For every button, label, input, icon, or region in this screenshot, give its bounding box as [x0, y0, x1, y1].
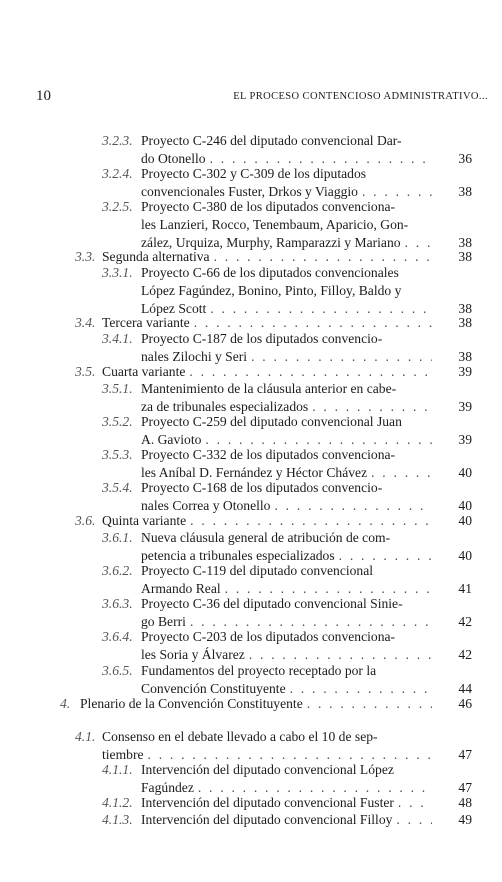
- toc-entry-title: nales Zilochi y Seri: [141, 349, 248, 364]
- toc-entry-number: 3.6.2.: [102, 563, 133, 578]
- toc-entry-number: 3.2.4.: [102, 166, 133, 181]
- toc-entry-number: 4.1.3.: [102, 812, 133, 827]
- toc-entry-page: 36: [458, 151, 472, 166]
- toc-entry-page: 40: [458, 465, 472, 480]
- toc-entry-line: [102, 512, 436, 530]
- toc-entry-number: 3.4.: [75, 315, 96, 330]
- toc-entry-line: [141, 761, 394, 779]
- toc-entry-page: 42: [458, 614, 472, 629]
- toc-entry: [102, 479, 472, 515]
- toc-entry-page: 38: [458, 349, 472, 364]
- toc-entry-number: 3.5.1.: [102, 381, 133, 396]
- dot-leader: [398, 794, 432, 812]
- toc-entry-title: Armando Real: [141, 581, 221, 596]
- toc-entry-title: les Aníbal D. Fernández y Héctor Chávez: [141, 465, 368, 480]
- toc-entry-number: 4.: [60, 696, 71, 711]
- toc-entry-page: 47: [458, 747, 472, 762]
- toc-entry: [102, 132, 472, 168]
- toc-entry: [102, 811, 472, 829]
- dot-leader: [307, 695, 432, 713]
- toc-entry: [60, 695, 472, 713]
- toc-entry-line: [102, 728, 378, 746]
- toc-entry-page: 46: [458, 696, 472, 711]
- toc-entry-page: 47: [458, 780, 472, 795]
- toc-entry-line: [102, 363, 436, 381]
- toc-entry-line: [141, 216, 408, 234]
- toc-entry-number: 3.3.1.: [102, 265, 133, 280]
- toc-entry: [102, 198, 472, 252]
- toc-entry-title: zález, Urquiza, Murphy, Ramparazzi y Mariano: [141, 235, 401, 250]
- toc-entry-number: 3.4.1.: [102, 331, 133, 346]
- toc-entry-page: 39: [458, 364, 472, 379]
- toc-entry-line: [141, 446, 395, 464]
- toc-entry-number: 3.3.: [75, 249, 96, 264]
- toc-entry-page: 49: [458, 812, 472, 827]
- toc-entry-line: [80, 695, 436, 713]
- toc-entry-title: Proyecto C-187 de los diputados convencio-: [141, 331, 383, 346]
- toc-entry: [75, 728, 472, 764]
- toc-entry-title: Fundamentos del proyecto receptado por la: [141, 663, 377, 678]
- toc-entry-title: Proyecto C-332 de los diputados convenciona-: [141, 447, 396, 462]
- toc-entry-page: 38: [458, 301, 472, 316]
- toc-entry-title: Proyecto C-168 de los diputados convencio-: [141, 480, 383, 495]
- toc-entry-number: 3.6.4.: [102, 629, 133, 644]
- toc-entry-line: [141, 330, 382, 348]
- toc-entry-title: López Scott: [141, 301, 207, 316]
- toc-entry-line: [141, 811, 436, 829]
- toc-entry-title: A. Gavioto: [141, 432, 202, 447]
- toc-entry-title: Cuarta variante: [102, 364, 186, 379]
- toc-entry-title: Intervención del diputado convencional Fuster: [141, 795, 394, 810]
- toc-entry-title: Proyecto C-66 de los diputados convencionales: [141, 265, 399, 280]
- toc-entry-title: tiembre: [102, 747, 144, 762]
- toc-entry-title: do Otonello: [141, 151, 206, 166]
- toc-entry-number: 3.2.5.: [102, 199, 133, 214]
- toc-entry-title: Proyecto C-259 del diputado convencional Juan: [141, 414, 402, 429]
- toc-entry-title: go Berri: [141, 614, 186, 629]
- toc-entry-line: [141, 198, 395, 216]
- toc-entry-line: [141, 165, 366, 183]
- toc-entry-line: [141, 595, 403, 613]
- toc-entry-page: 39: [458, 432, 472, 447]
- toc-entry: [102, 662, 472, 698]
- toc-entry: [102, 628, 472, 664]
- toc-entry-line: [141, 662, 376, 680]
- toc-entry-line: [141, 282, 401, 300]
- toc-entry-line: [141, 529, 390, 547]
- toc-entry-page: 39: [458, 399, 472, 414]
- toc-entry-number: 3.5.4.: [102, 480, 133, 495]
- toc-entry-page: 38: [458, 315, 472, 330]
- dot-leader: [189, 363, 432, 381]
- toc-entry: [102, 595, 472, 631]
- toc-entry: [102, 446, 472, 482]
- toc-entry-title: Tercera variante: [102, 315, 190, 330]
- toc-entry: [75, 512, 472, 530]
- toc-entry-number: 3.6.3.: [102, 596, 133, 611]
- toc-entry-title: Mantenimiento de la cláusula anterior en cabe-: [141, 381, 397, 396]
- toc-entry-line: [141, 413, 402, 431]
- toc-entry: [102, 165, 472, 201]
- toc-entry: [102, 380, 472, 416]
- toc-entry: [102, 330, 472, 366]
- toc-entry-title: convencionales Fuster, Drkos y Viaggio: [141, 184, 358, 199]
- toc-entry-number: 3.6.5.: [102, 663, 133, 678]
- toc-entry-title: Proyecto C-380 de los diputados convenciona-: [141, 199, 396, 214]
- toc-entry-number: 3.6.: [75, 513, 96, 528]
- toc-entry-line: [141, 132, 402, 150]
- page-number: 10: [36, 88, 51, 104]
- toc-entry: [102, 761, 472, 797]
- toc-entry-title: Plenario de la Convención Constituyente: [80, 696, 303, 711]
- toc-entry-number: 3.5.: [75, 364, 96, 379]
- toc-entry-number: 4.1.1.: [102, 762, 133, 777]
- toc-entry: [75, 363, 472, 381]
- toc-entry-title: Segunda alternativa: [102, 249, 210, 264]
- toc-entry-line: [141, 380, 396, 398]
- toc-entry-number: 3.6.1.: [102, 530, 133, 545]
- toc-entry: [102, 413, 472, 449]
- toc-entry-title: petencia a tribunales especializados: [141, 548, 335, 563]
- toc-entry-title: Intervención del diputado convencional López: [141, 762, 394, 777]
- toc-entry-line: [141, 794, 436, 812]
- toc-entry-title: Proyecto C-246 del diputado convencional Dar-: [141, 133, 402, 148]
- running-title: EL PROCESO CONTENCIOSO ADMINISTRATIVO...: [233, 91, 488, 102]
- toc-entry-page: 40: [458, 498, 472, 513]
- toc-entry: [102, 529, 472, 565]
- toc-entry-number: 4.1.: [75, 729, 96, 744]
- toc-entry-page: 44: [458, 681, 472, 696]
- toc-entry-title: Proyecto C-119 del diputado convencional: [141, 563, 374, 578]
- toc-entry-page: 38: [458, 249, 472, 264]
- toc-entry-title: nales Correa y Otonello: [141, 498, 271, 513]
- toc-entry-page: 40: [458, 548, 472, 563]
- toc-entry-page: 38: [458, 235, 472, 250]
- toc-entry-number: 4.1.2.: [102, 795, 133, 810]
- toc-entry-number: 3.2.3.: [102, 133, 133, 148]
- toc-entry-line: [141, 562, 373, 580]
- toc-entry-page: 48: [458, 795, 472, 810]
- toc-entry-title: López Fagúndez, Bonino, Pinto, Filloy, Baldo y: [141, 283, 402, 298]
- toc-entry-line: [141, 628, 395, 646]
- toc-entry-title: Proyecto C-36 del diputado convencional Sinie-: [141, 596, 403, 611]
- toc-entry: [102, 264, 472, 318]
- toc-entry-page: 38: [458, 184, 472, 199]
- toc-entry-title: Quinta variante: [102, 513, 187, 528]
- toc-entry-title: les Lanzieri, Rocco, Tenembaum, Aparicio, Gon-: [141, 217, 409, 232]
- toc-entry-title: Convención Constituyente: [141, 681, 286, 696]
- toc-entry-title: Consenso en el debate llevado a cabo el 10 de sep-: [102, 729, 378, 744]
- toc-entry: [102, 794, 472, 812]
- toc-entry-line: [141, 264, 399, 282]
- toc-entry-number: 3.5.2.: [102, 414, 133, 429]
- toc-entry-title: za de tribunales especializados: [141, 399, 309, 414]
- toc-entry-page: 42: [458, 647, 472, 662]
- toc-entry-title: Intervención del diputado convencional Filloy: [141, 812, 393, 827]
- dot-leader: [190, 512, 432, 530]
- toc-entry-title: Fagúndez: [141, 780, 194, 795]
- toc-entry-number: 3.5.3.: [102, 447, 133, 462]
- toc-entry-title: Proyecto C-302 y C-309 de los diputados: [141, 166, 367, 181]
- toc-entry-line: [141, 479, 382, 497]
- dot-leader: [396, 811, 432, 829]
- toc-entry: [102, 562, 472, 598]
- toc-entry-title: Proyecto C-203 de los diputados convenciona-: [141, 629, 396, 644]
- toc-entry-page: 40: [458, 513, 472, 528]
- toc-entry-title: Nueva cláusula general de atribución de com-: [141, 530, 391, 545]
- toc-entry-page: 41: [458, 581, 472, 596]
- toc-entry-title: les Soria y Álvarez: [141, 647, 245, 662]
